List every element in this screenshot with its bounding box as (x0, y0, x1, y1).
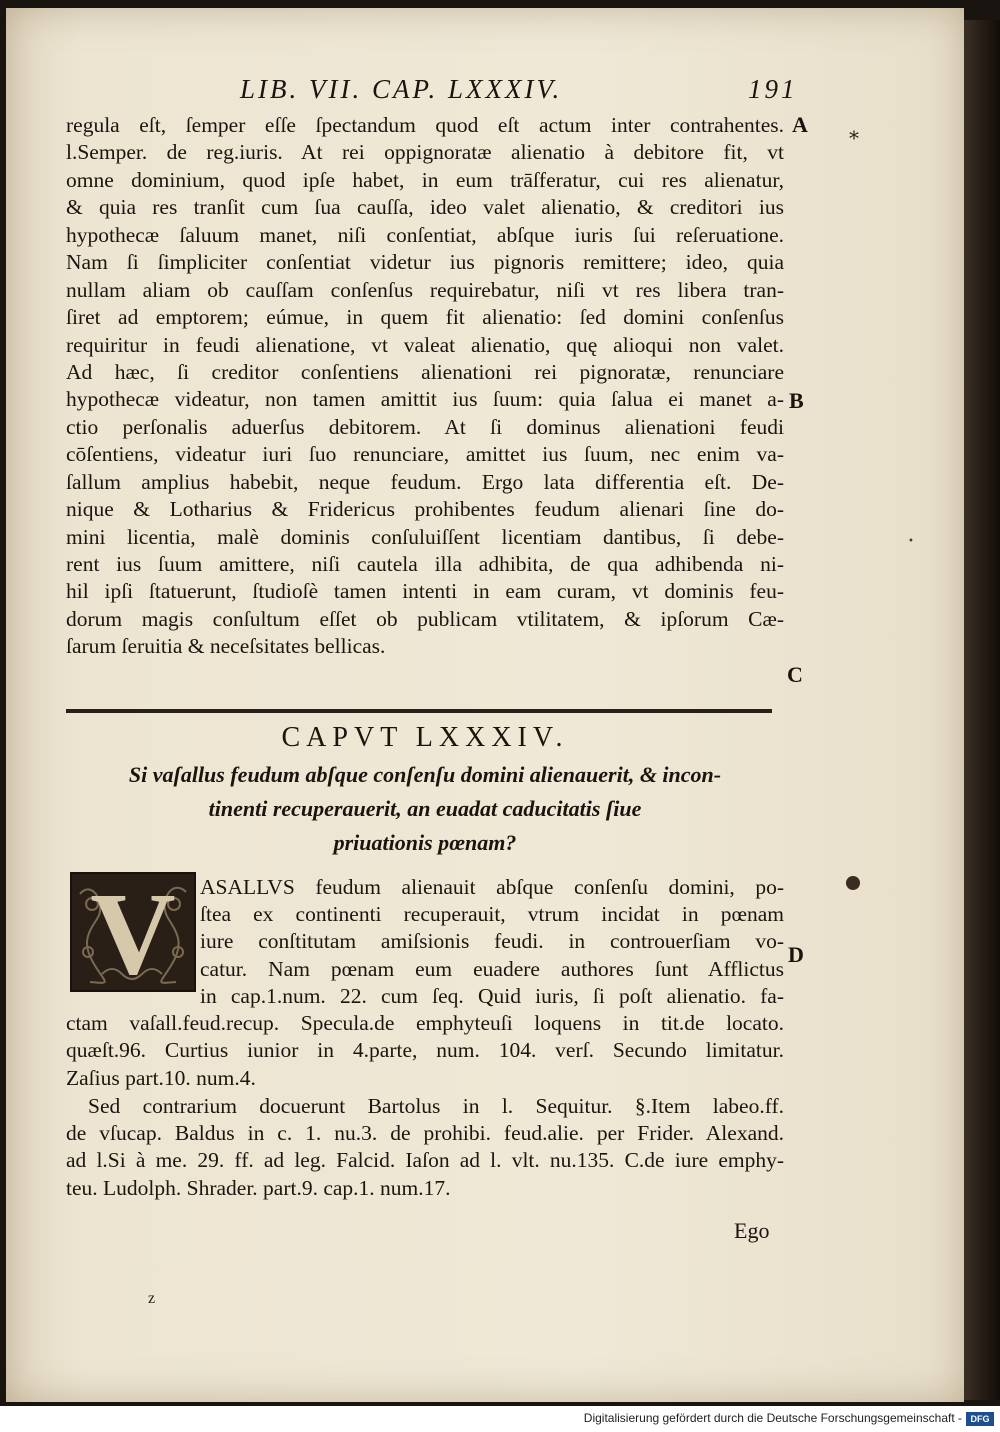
text-line: ASALLVS feudum alienauit abſque conſenſu domini, po- (200, 875, 784, 899)
text-line: Zaſius part.10. num.4. (66, 1065, 256, 1090)
chapter-title: CAPVT LXXXIV. (281, 722, 569, 753)
text-line: & quia res tranſit cum ſua cauſſa, ideo valet alienatio, & creditori ius (66, 195, 784, 220)
text-line: nullam aliam ob cauſſam conſenſus requirebatur, niſi vt res libera tran- (66, 277, 784, 302)
text-line: dorum magis conſultum eſſet ob publicam vtilitatem, & ipſorum Cæ- (66, 606, 784, 631)
text-line: catur. Nam pœnam eum euadere authores ſunt Afflictus (200, 956, 784, 981)
chapter-rule (66, 709, 772, 713)
text-line: cōſentiens, videatur iuri ſuo renunciare, amittet ius ſuum, nec enim va- (66, 442, 784, 467)
text-line: mini licentia, malè dominis conſuluiſſent licentiam dantibus, ſi debe- (66, 524, 784, 549)
catchword: Ego (734, 1218, 770, 1243)
decorated-initial (70, 868, 196, 999)
text-line: requiritur in feudi alienatione, vt valeat alienatio, quę alioqui non valet. (66, 332, 784, 357)
text-line: omne dominium, quod ipſe habet, in eum trāſferatur, cui res alienatur, (66, 167, 784, 192)
margin-letter-c: C (787, 662, 803, 687)
text-line: ad l.Si à me. 29. ff. ad leg. Falcid. Iaſon ad l. vlt. nu.135. C.de iure emphy- (66, 1148, 784, 1173)
page-number: 191 (748, 74, 798, 104)
footer-bar (0, 1406, 1000, 1432)
text-line: ſarum ſeruitia & neceſsitates bellicas. (66, 634, 386, 659)
text-line: ſtea ex continenti recuperauit, vtrum incidat in pœnam (200, 902, 784, 927)
margin-letter-a: A (792, 112, 808, 137)
text-line: in cap.1.num. 22. cum ſeq. Quid iuris, ſi poſt alienatio. fa- (200, 984, 784, 1008)
funding-notice: Digitalisierung gefördert durch die Deutsche Forschungsgemeinschaft - (583, 1411, 962, 1425)
running-head-title: LIB. VII. CAP. LXXXIV. (240, 74, 563, 104)
ink-blot (846, 876, 860, 890)
text-line: teu. Ludolph. Shrader. part.9. cap.1. num.17. (66, 1175, 451, 1200)
paragraph-2 (200, 874, 784, 983)
ink-dot: • (908, 536, 914, 547)
margin-letter-d: D (788, 942, 804, 967)
text-line: hil ipſi ſtatuerunt, ſtudioſè tamen intenti in eam curam, vt dominis feu- (66, 579, 784, 604)
text-line: Ad hæc, ſi creditor conſentiens alienationi rei pignoratæ, renunciare (66, 359, 784, 384)
text-line: hypothecæ ſaluum manet, niſi conſentiat, abſque iuris ſui reſeruatione. (66, 222, 784, 247)
text-line: quæſt.96. Curtius iunior in 4.parte, num. 104. verſ. Secundo limitatur. (66, 1038, 784, 1063)
paragraph-3 (66, 1093, 784, 1202)
text-line: hypothecæ videatur, non tamen amittit ius ſuum: quia ſalua ei manet a- (66, 387, 784, 412)
initial-letter: V (90, 868, 176, 999)
text-line: l.Semper. de reg.iuris. At rei oppignoratæ alienatio à debitore fit, vt (66, 140, 784, 165)
running-head (230, 74, 798, 110)
rubric-line: Si vaſallus feudum abſque conſenſu domini alienauerit, & incon- (128, 762, 722, 787)
paragraph-1 (66, 112, 784, 661)
margin-letter-b: B (789, 388, 804, 413)
asterisk-mark: * (849, 126, 859, 150)
rubric-line: priuationis pœnam? (333, 830, 517, 855)
text-line: Sed contrarium docuerunt Bartolus in l. Sequitur. §.Item labeo.ff. (88, 1094, 784, 1118)
text-line: nique & Lotharius & Fridericus prohibentes feudum alienari ſine do- (66, 497, 784, 522)
text-line: ſallum amplius habebit, neque feudum. Ergo lata differentia eſt. De- (66, 469, 784, 494)
page-edge-shadow (964, 20, 1000, 1400)
text-line: iure conſtitutam amiſsionis feudi. in controuerſiam vo- (200, 929, 784, 954)
signature-mark: z (148, 1290, 156, 1307)
text-line: regula eſt, ſemper eſſe ſpectandum quod eſt actum inter contrahentes. (66, 113, 784, 137)
text-line: Nam ſi ſimpliciter conſentiat videtur ius pignoris remittere; ideo, quia (66, 250, 784, 275)
dfg-logo-icon: DFG (966, 1412, 994, 1426)
text-line: ſiret ad emptorem; eúmue, in quem fit alienatio: ſed domini conſenſus (66, 305, 784, 330)
paragraph-2-continued (66, 983, 784, 1092)
chapter-rubric (66, 758, 784, 860)
text-line: de vſucap. Baldus in c. 1. nu.3. de prohibi. feud.alie. per Frider. Alexand. (66, 1121, 784, 1146)
text-line: rent ius ſuum amittere, niſi cautela illa adhibita, de qua adhibenda ni- (66, 552, 784, 576)
rubric-line: tinenti recuperauerit, an euadat caducitatis ſiue (208, 796, 642, 821)
text-line: ctio perſonalis aduerſus debitorem. At ſi dominus alienationi feudi (66, 414, 784, 439)
text-line: ctam vaſall.feud.recup. Specula.de emphyteuſi loquens in tit.de locato. (66, 1011, 784, 1036)
